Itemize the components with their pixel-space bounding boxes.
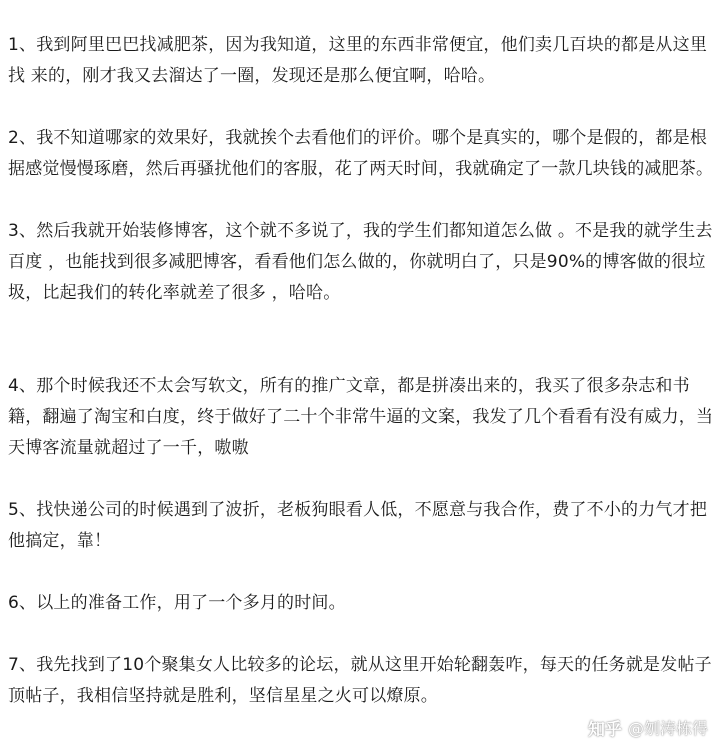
paragraph-1: 1、我到阿里巴巴找减肥茶，因为我知道，这里的东西非常便宜，他们卖几百块的都是从这里找 来的，刚才我又去溜达了一圈，发现还是那么便宜啊，哈哈。 <box>8 35 708 86</box>
paragraph-2: 2、我不知道哪家的效果好，我就挨个去看他们的评价。哪个是真实的，哪个是假的，都是根据感觉慢慢琢磨，然后再骚扰他们的客服，花了两天时间，我就确定了一款几块钱的减肥茶。 <box>8 128 714 179</box>
watermark-author: @刎涛栋得 <box>627 719 708 738</box>
paragraph-7: 7、我先找到了10个聚集女人比较多的论坛，就从这里开始轮翻轰咋，每天的任务就是发帖子顶帖子，我相信坚持就是胜利，坚信星星之火可以燎原。 <box>8 655 712 706</box>
paragraph-6: 6、以上的准备工作，用了一个多月的时间。 <box>8 593 346 613</box>
article-body <box>8 30 714 712</box>
watermark-site: 知乎 <box>587 720 622 740</box>
zhihu-watermark <box>588 715 708 740</box>
paragraph-5: 5、找快递公司的时候遇到了波折，老板狗眼看人低，不愿意与我合作，费了不小的力气才把他搞定，靠！ <box>8 500 708 551</box>
paragraph-3: 3、然后我就开始装修博客，这个就不多说了，我的学生们都知道怎么做 。不是我的就学生去百度 ，也能找到很多减肥博客，看看他们怎么做的，你就明白了，只是90%的博客做的很垃圾，比起我们的转化率就差了很多 ，哈哈。 <box>8 221 713 303</box>
paragraph-4: 4、那个时候我还不太会写软文，所有的推广文章，都是拼凑出来的，我买了很多杂志和书籍，翻遍了淘宝和白度，终于做好了二十个非常牛逼的文案，我发了几个看看有没有威力，当天博客流量就超过了一千，嗷嗷 <box>8 376 714 458</box>
